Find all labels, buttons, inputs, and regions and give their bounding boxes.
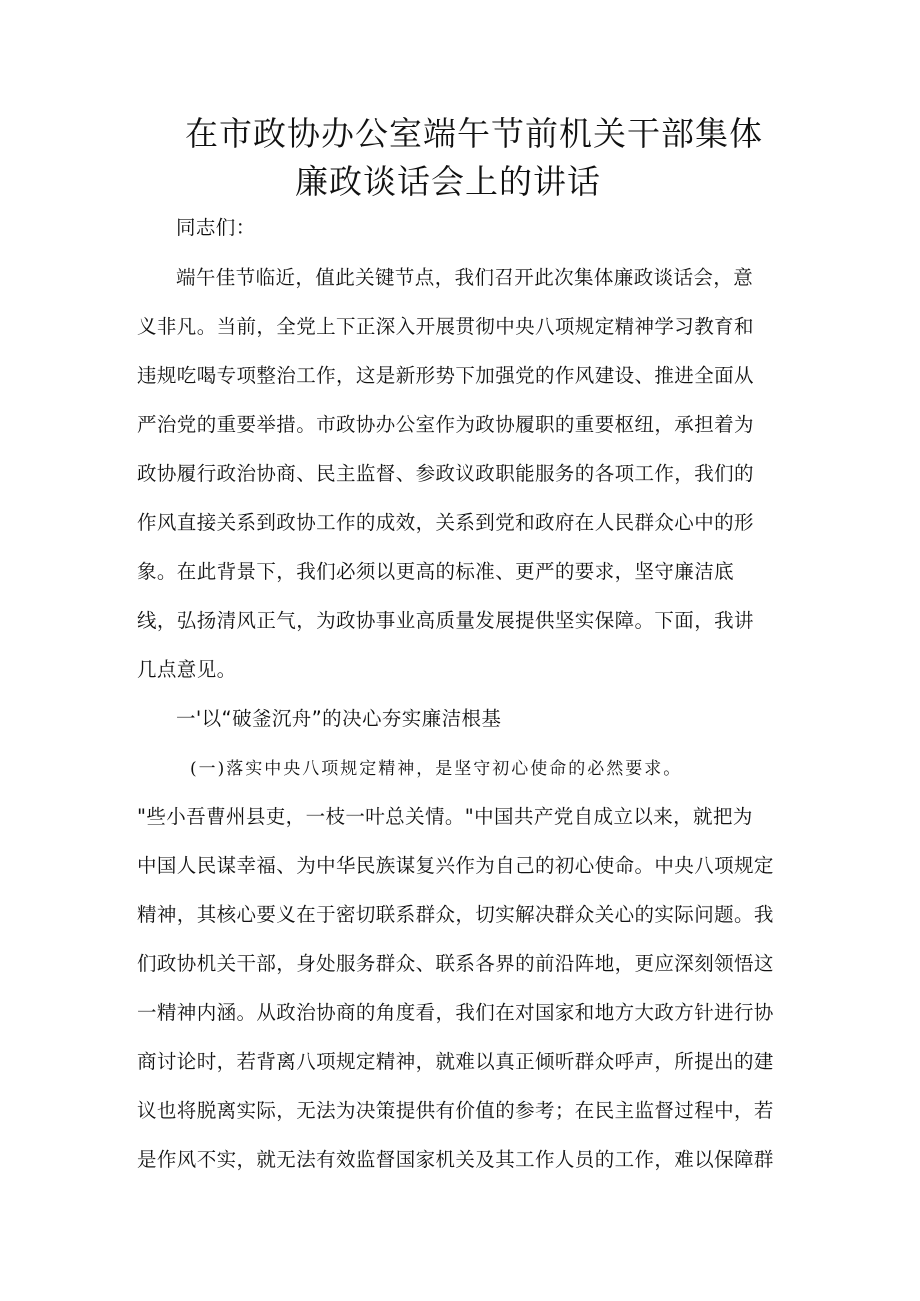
paragraph-line: 义非凡。当前，全党上下正深入开展贯彻中央八项规定精神学习教育和 bbox=[137, 315, 754, 338]
paragraph-line: 是作风不实，就无法有效监督国家机关及其工作人员的工作，难以保障群 bbox=[137, 1148, 774, 1171]
paragraph-line: 作风直接关系到政协工作的成效，关系到党和政府在人民群众心中的形 bbox=[137, 511, 754, 534]
paragraph-line: 们政协机关干部，身处服务群众、联系各界的前沿阵地，更应深刻领悟这 bbox=[137, 952, 774, 975]
paragraph-line: 议也将脱离实际，无法为决策提供有价值的参考；在民主监督过程中，若 bbox=[137, 1099, 774, 1122]
document-title-line-2: 廉政谈话会上的讲话 bbox=[295, 162, 601, 201]
paragraph-line: 一精神内涵。从政治协商的角度看，我们在对国家和地方大政方针进行协 bbox=[137, 1001, 774, 1024]
document-title-line-1: 在市政协办公室端午节前机关干部集体 bbox=[185, 114, 763, 153]
paragraph-line: 象。在此背景下，我们必须以更高的标准、更严的要求，坚守廉洁底 bbox=[137, 560, 735, 583]
paragraph-line: "些小吾曹州县吏，一枝一叶总关情。"中国共产党自成立以来，就把为 bbox=[137, 805, 753, 828]
paragraph-line: 精神，其核心要义在于密切联系群众，切实解决群众关心的实际问题。我 bbox=[137, 903, 774, 926]
section-heading: 一'以“破釜沉舟”的决心夯实廉洁根基 bbox=[176, 707, 502, 730]
paragraph-line: 线，弘扬清风正气，为政协事业高质量发展提供坚实保障。下面，我讲 bbox=[137, 609, 754, 632]
paragraph-line: 端午佳节临近，值此关键节点，我们召开此次集体廉政谈话会，意 bbox=[176, 266, 754, 289]
paragraph-line: 商讨论时，若背离八项规定精神，就难以真正倾听群众呼声，所提出的建 bbox=[137, 1050, 774, 1073]
paragraph-line: 违规吃喝专项整治工作，这是新形势下加强党的作风建设、推进全面从 bbox=[137, 364, 754, 387]
salutation: 同志们： bbox=[176, 216, 256, 239]
paragraph-line: 严治党的重要举措。市政协办公室作为政协履职的重要枢纽，承担着为 bbox=[137, 413, 754, 436]
paragraph-line: 几点意见。 bbox=[137, 658, 237, 681]
paragraph-line: 中国人民谋幸福、为中华民族谋复兴作为自己的初心使命。中央八项规定 bbox=[137, 854, 774, 877]
subsection-heading: (一)落实中央八项规定精神，是坚守初心使命的必然要求。 bbox=[190, 759, 683, 779]
paragraph-line: 政协履行政治协商、民主监督、参政议政职能服务的各项工作，我们的 bbox=[137, 462, 754, 485]
